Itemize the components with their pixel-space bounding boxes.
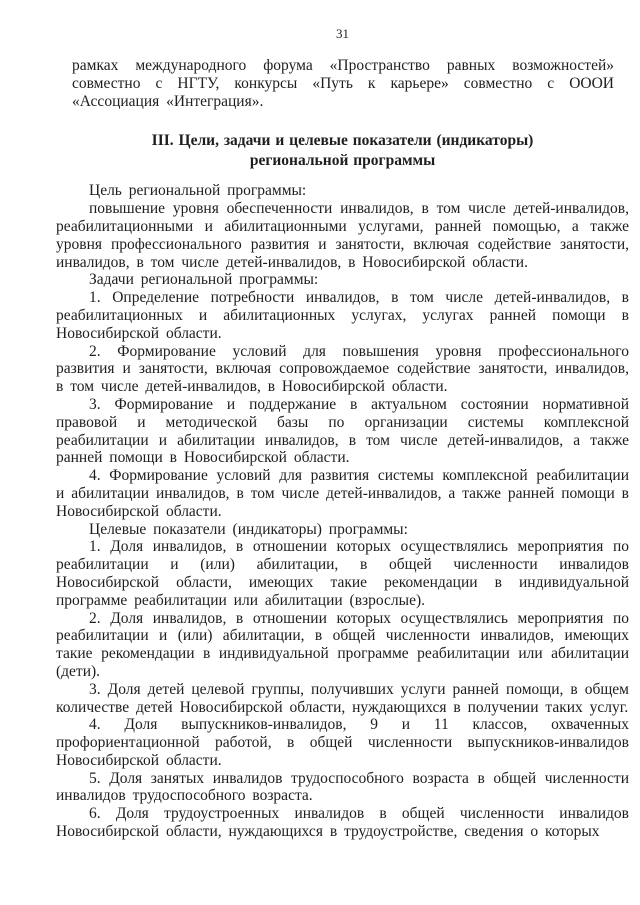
body-paragraph: 2. Формирование условий для повышения уровня профессионального развития и занятости, включая сопровождаемое содействие занятости, инвалидов, в том числе детей-инвалидов, в Новосибирской области. (56, 342, 629, 396)
section-heading-line1: III. Цели, задачи и целевые показатели (индикаторы) (151, 132, 534, 150)
section-heading-line2: региональной программы (249, 152, 436, 170)
body-paragraph: Целевые показатели (индикаторы) программы: (89, 520, 408, 538)
body-paragraph: 2. Доля инвалидов, в отношении которых осуществлялись мероприятия по реабилитации и (или) абилитации, в общей численности инвалидов, имеющих такие рекомендации в индивидуальной программе реабилитации или абилитации (дети). (56, 609, 629, 680)
section-heading (56, 131, 629, 171)
body-paragraph: 5. Доля занятых инвалидов трудоспособного возраста в общей численности инвалидов трудоспособного возраста. (56, 769, 629, 805)
body-paragraph: Цель региональной программы: (89, 182, 307, 200)
body-paragraph: 1. Определение потребности инвалидов, в том числе детей-инвалидов, в реабилитационных и абилитационных услугах, услугах ранней помощи в Новосибирской области. (56, 289, 629, 342)
page-number: 31 (336, 26, 349, 41)
continuation-paragraph: рамках международного форума «Пространство равных возможностей» совместно с НГТУ, конкурсы «Путь к карьере» совместно с ОООИ «Ассоциация «Интеграция». (72, 57, 614, 110)
body-paragraph: 3. Формирование и поддержание в актуальном состоянии нормативной правовой и методической базы по организации системы комплексной реабилитации и абилитации инвалидов, в том числе детей-инвалидов, а также ранней помощи в Новосибирской области. (56, 395, 629, 467)
body-paragraph: 1. Доля инвалидов, в отношении которых осуществлялись мероприятия по реабилитации и (или) абилитации, в общей численности инвалидов Новосибирской области, имеющих такие рекомендации в индивидуальной программе реабилитации или абилитации (взрослые). (56, 538, 629, 609)
body-paragraph: 6. Доля трудоустроенных инвалидов в общей численности инвалидов Новосибирской области, нуждающихся в трудоустройстве, сведения о которых (56, 805, 629, 841)
body-paragraph: 4. Доля выпускников-инвалидов, 9 и 11 классов, охваченных профориентационной работой, в общей численности выпускников-инвалидов Новосибирской области. (56, 716, 629, 769)
body-paragraph: 4. Формирование условий для развития системы комплексной реабилитации и абилитации инвалидов, в том числе детей-инвалидов, а также ранней помощи в Новосибирской области. (56, 467, 629, 520)
document-content (56, 57, 629, 841)
body-paragraph: Задачи региональной программы: (89, 271, 319, 289)
body-paragraph: повышение уровня обеспеченности инвалидов, в том числе детей-инвалидов, реабилитационными и абилитационными услугами, ранней помощью, а также уровня профессионального развития и занятости, включая содействие занятости, инвалидов, в том числе детей-инвалидов, в Новосибирской области. (56, 200, 629, 271)
body-paragraph: 3. Доля детей целевой группы, получивших услуги ранней помощи, в общем количестве детей Новосибирской области, нуждающихся в получении таких услуг. (56, 680, 629, 716)
